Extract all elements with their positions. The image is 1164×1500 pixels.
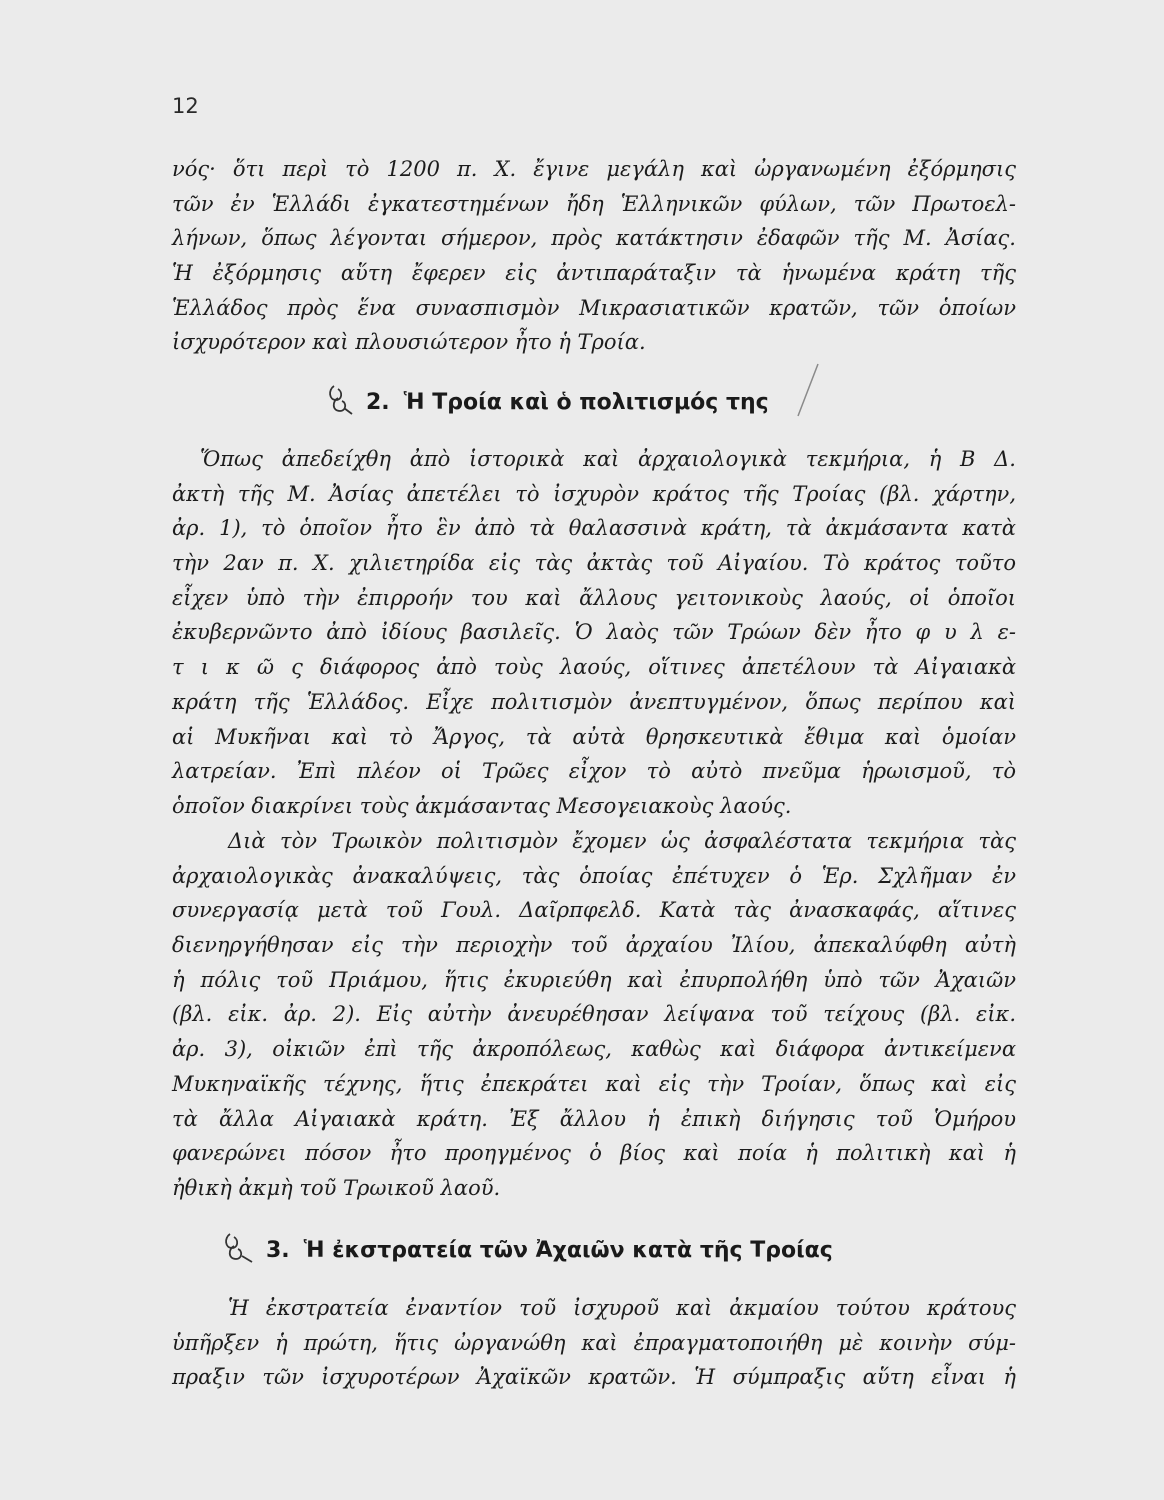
paragraph-1 — [172, 152, 1016, 360]
text-line: τὴν 2αν π. Χ. χιλιετηρίδα εἰς τὰς ἀκτὰς τοῦ Αἰγαίου. Τὸ κράτος τοῦτο — [172, 551, 1016, 576]
paragraph-2 — [172, 442, 1016, 824]
section-2-title: Ἡ Τροία καὶ ὁ πολιτισμός της — [403, 390, 769, 415]
text-line: Ἡ ἐκστρατεία ἐναντίον τοῦ ἰσχυροῦ καὶ ἀκμαίου τούτου κράτους — [228, 1296, 1016, 1320]
text-line: Μυκηναϊκῆς τέχνης, ἥτις ἐπεκράτει καὶ εἰς τὴν Τροίαν, ὅπως καὶ εἰς — [172, 1071, 1016, 1096]
text-line: ὁποῖον διακρίνει τοὺς ἀκμάσαντας Μεσογειακοὺς λαούς. — [172, 793, 792, 818]
page-number: 12 — [172, 94, 199, 118]
text-line: ἡ πόλις τοῦ Πριάμου, ἥτις ἐκυριεύθη καὶ ἐπυρπολήθη ὑπὸ τῶν Ἀχαιῶν — [172, 967, 1016, 992]
section-3-number: 3. — [266, 1238, 290, 1263]
text-line: κράτη τῆς Ἑλλάδος. Εἶχε πολιτισμὸν ἀνεπτυγμένον, ὅπως περίπου καὶ — [172, 689, 1016, 714]
text-line: ἐκυβερνῶντο ἀπὸ ἰδίους βασιλεῖς. Ὁ λαὸς τῶν Τρώων δὲν ἦτο φ υ λ ε- — [172, 620, 1016, 645]
text-line: Διὰ τὸν Τρωικὸν πολιτισμὸν ἔχομεν ὡς ἀσφαλέστατα τεκμήρια τὰς — [228, 829, 1016, 853]
margin-pen-mark-icon — [326, 382, 356, 416]
section-3-title: Ἡ ἐκστρατεία τῶν Ἀχαιῶν κατὰ τῆς Τροίας — [303, 1238, 833, 1263]
section-3-heading — [266, 1238, 833, 1263]
text-line: (βλ. εἰκ. ἀρ. 2). Εἰς αὐτὴν ἀνευρέθησαν λείψανα τοῦ τείχους (βλ. εἰκ. — [172, 1002, 1016, 1027]
text-line: ὑπῆρξεν ἡ πρώτη, ἥτις ὠργανώθη καὶ ἐπραγματοποιήθη μὲ κοινὴν σύμ- — [172, 1330, 1016, 1355]
text-line: συνεργασίᾳ μετὰ τοῦ Γουλ. Δαῖρπφελδ. Κατὰ τὰς ἀνασκαφάς, αἵτινες — [172, 898, 1016, 923]
text-line: ἀρχαιολογικὰς ἀνακαλύψεις, τὰς ὁποίας ἐπέτυχεν ὁ Ἑρ. Σχλῆμαν ἐν — [172, 863, 1016, 888]
text-line: φανερώνει πόσον ἦτο προηγμένος ὁ βίος καὶ ποία ἡ πολιτικὴ καὶ ἡ — [172, 1141, 1016, 1166]
text-line: τὰ ἄλλα Αἰγαιακὰ κράτη. Ἐξ ἄλλου ἡ ἐπικὴ διήγησις τοῦ Ὁμήρου — [172, 1106, 1016, 1131]
text-line: ἀκτὴ τῆς Μ. Ἀσίας ἀπετέλει τὸ ἰσχυρὸν κράτος τῆς Τροίας (βλ. χάρτην, — [172, 481, 1016, 506]
pencil-slash-mark — [788, 360, 828, 420]
text-line: Ὅπως ἀπεδείχθη ἀπὸ ἱστορικὰ καὶ ἀρχαιολογικὰ τεκμήρια, ἡ Β Δ. — [200, 447, 1016, 471]
text-line: εἶχεν ὑπὸ τὴν ἐπιρροήν του καὶ ἄλλους γειτονικοὺς λαούς, οἱ ὁποῖοι — [172, 585, 1016, 610]
section-2-number: 2. — [366, 390, 390, 415]
text-line: λατρείαν. Ἐπὶ πλέον οἱ Τρῶες εἶχον τὸ αὐτὸ πνεῦμα ἡρωισμοῦ, τὸ — [172, 759, 1016, 784]
text-line: τ ι κ ῶ ς διάφορος ἀπὸ τοὺς λαούς, οἵτινες ἀπετέλουν τὰ Αἰγαιακὰ — [172, 655, 1016, 680]
text-line: ἠθικὴ ἀκμὴ τοῦ Τρωικοῦ λαοῦ. — [172, 1175, 501, 1200]
paragraph-3 — [172, 824, 1016, 1206]
text-line: αἱ Μυκῆναι καὶ τὸ Ἄργος, τὰ αὐτὰ θρησκευτικὰ ἔθιμα καὶ ὁμοίαν — [172, 724, 1016, 749]
text-line: ἰσχυρότερον καὶ πλουσιώτερον ἦτο ἡ Τροία. — [172, 330, 646, 355]
text-line: Ἡ ἐξόρμησις αὕτη ἔφερεν εἰς ἀντιπαράταξιν τὰ ἡνωμένα κράτη τῆς — [172, 261, 1016, 286]
text-line: νός· ὅτι περὶ τὸ 1200 π. Χ. ἔγινε μεγάλη καὶ ὠργανωμένη ἐξόρμησις — [172, 157, 1016, 181]
text-line: λήνων, ὅπως λέγονται σήμερον, πρὸς κατάκτησιν ἐδαφῶν τῆς Μ. Ἀσίας. — [172, 226, 1016, 251]
text-line: ἀρ. 1), τὸ ὁποῖον ἦτο ἓν ἀπὸ τὰ θαλασσινὰ κράτη, τὰ ἀκμάσαντα κατὰ — [172, 516, 1016, 541]
text-line: τῶν ἐν Ἑλλάδι ἐγκατεστημένων ἤδη Ἑλληνικῶν φύλων, τῶν Πρωτοελ- — [172, 191, 1016, 216]
paragraph-4 — [172, 1291, 1016, 1395]
margin-pen-mark-icon — [222, 1230, 256, 1266]
text-line: πραξιν τῶν ἰσχυροτέρων Ἀχαϊκῶν κρατῶν. Ἡ σύμπραξις αὕτη εἶναι ἡ — [172, 1365, 1016, 1390]
text-line: Ἑλλάδος πρὸς ἕνα συνασπισμὸν Μικρασιατικῶν κρατῶν, τῶν ὁποίων — [172, 295, 1016, 320]
section-2-heading — [366, 390, 769, 415]
text-line: διενηργήθησαν εἰς τὴν περιοχὴν τοῦ ἀρχαίου Ἰλίου, ἀπεκαλύφθη αὐτὴ — [172, 933, 1016, 958]
text-line: ἀρ. 3), οἰκιῶν ἐπὶ τῆς ἀκροπόλεως, καθὼς καὶ διάφορα ἀντικείμενα — [172, 1037, 1016, 1062]
